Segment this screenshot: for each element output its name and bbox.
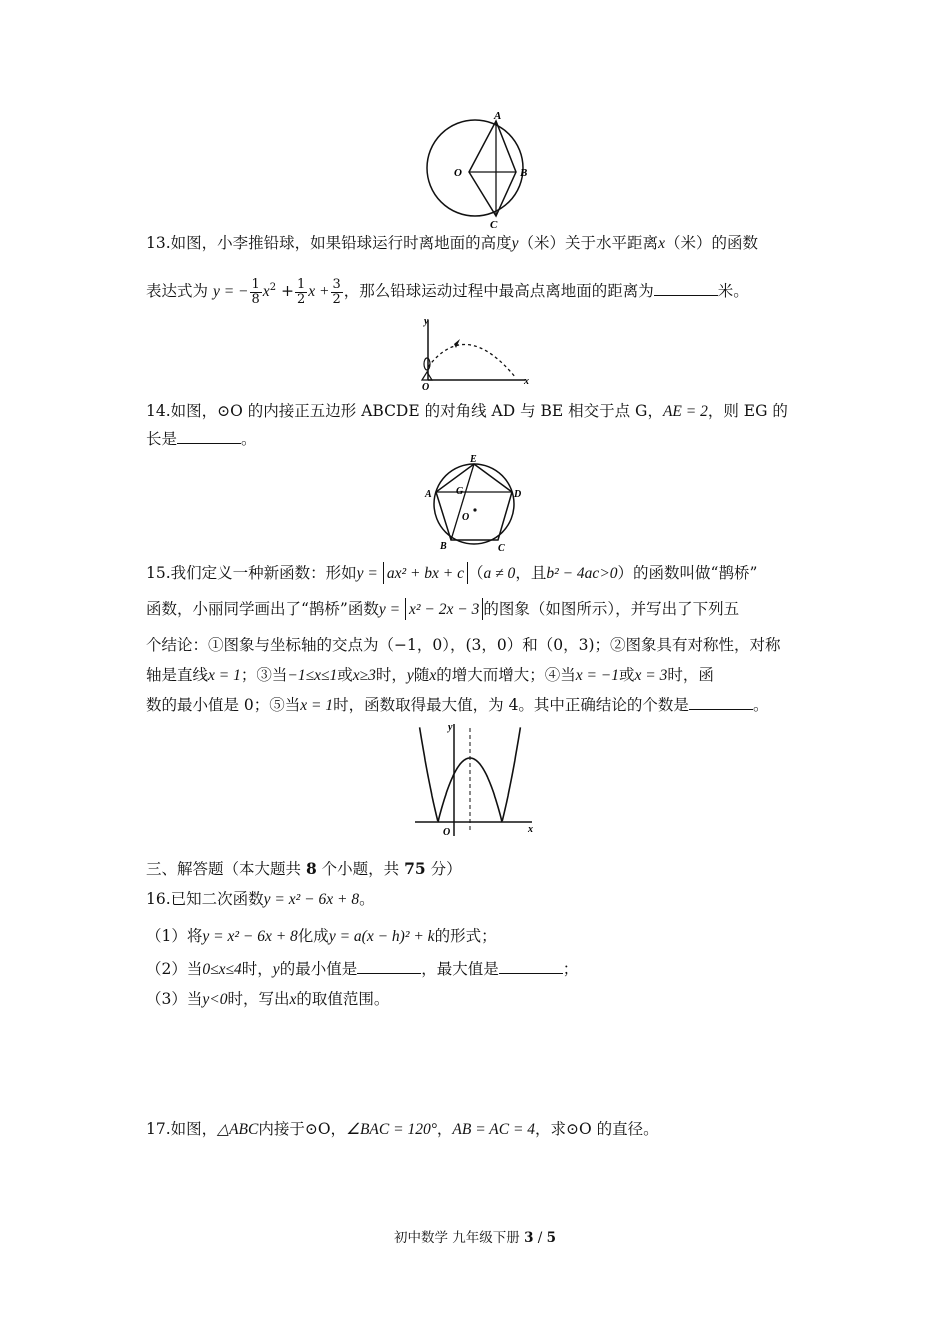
pentagon-figure (420, 452, 530, 552)
answer-blank[interactable] (689, 695, 753, 710)
origin: O (443, 827, 451, 838)
label-O: O (462, 512, 470, 523)
q16-part2: （2）当0≤x≤4时，y的最小值是 ，最大值是 ； (146, 960, 579, 978)
figure-circle (434, 464, 514, 544)
section-title: 三、解答题（本大题共 8 个小题，共 75 分） (146, 859, 462, 878)
q15-line1: 15.我们定义一种新函数：形如y = ax² + bx + c （a ≠ 0，且b² − 4ac>0）的函数叫做“鹊桥” (146, 564, 758, 582)
q15-line5: 数的最小值是 0；⑤当x = 1时，函数取得最大值，为 4。其中正确结论的个数是 。 (146, 696, 769, 714)
person-icon (424, 358, 430, 370)
label-G: G (456, 486, 464, 497)
label-B: B (520, 167, 528, 179)
q16-stem: 16.已知二次函数y = x² − 6x + 8。 (146, 890, 375, 908)
origin: O (422, 382, 430, 392)
page-footer: 初中数学 九年级下册 3 / 5 (393, 1230, 557, 1246)
q17-stem: 17.如图，△ABC内接于⊙O，∠BAC = 120°，AB = AC = 4，求⊙O 的直径。 (146, 1120, 659, 1138)
queqiao-graph (410, 718, 540, 840)
figure-circle (427, 120, 523, 216)
pentagon-shape (436, 464, 512, 540)
trajectory-curve (428, 344, 516, 378)
label-E: E (470, 454, 477, 465)
answer-blank[interactable] (177, 429, 241, 444)
q15-line4: 轴是直线x = 1；③当−1≤x≤1或x≥3时，y随x的增大而增大；④当x = −1或x = 3时，函 (146, 666, 714, 684)
axis-x: x (528, 824, 533, 835)
q16-part1: （1）将y = x² − 6x + 8化成y = a(x − h)² + k的形式； (146, 927, 497, 945)
label-A: A (494, 110, 502, 122)
axis-x: x (524, 376, 529, 387)
label-B: B (440, 541, 447, 552)
label-A: A (425, 489, 432, 500)
answer-blank[interactable] (499, 959, 563, 974)
label-C: C (498, 543, 505, 552)
axis-y: y (448, 722, 453, 733)
q13-line1: 13.如图，小李推铅球，如果铅球运行时离地面的高度y（米）关于水平距离x（米）的函数 (146, 234, 758, 252)
label-O: O (454, 167, 462, 179)
shotput-figure (410, 312, 540, 392)
label-C: C (490, 219, 498, 230)
q15-line2: 函数，小丽同学画出了“鹊桥”函数y = x² − 2x − 3 的图象（如图所示），并写出了下列五 (146, 600, 740, 618)
answer-blank[interactable] (654, 281, 718, 296)
label-D: D (514, 489, 522, 500)
axis-y: y (424, 316, 429, 327)
q13-line2: 表达式为 y = − $\frac{1}{8}$ $x^2$ + $\frac{1}{2}$ x + $\frac{3}{2}$ ，那么铅球运动过程中最高点离地面的距离为 米。 (146, 276, 749, 307)
answer-blank[interactable] (357, 959, 421, 974)
q16-part3: （3）当y<0时，写出x的取值范围。 (146, 990, 390, 1008)
q15-line3: 个结论：①图象与坐标轴的交点为（−1，0），(3，0）和（0，3)；②图象具有对称性，对称 (146, 636, 781, 654)
q14-line1: 14.如图，⊙O 的内接正五边形 ABCDE 的对角线 AD 与 BE 相交于点 G，AE = 2，则 EG 的 (146, 402, 788, 420)
circle-rhombus-figure (410, 108, 540, 230)
q14-line2: 长是 。 (146, 430, 257, 448)
